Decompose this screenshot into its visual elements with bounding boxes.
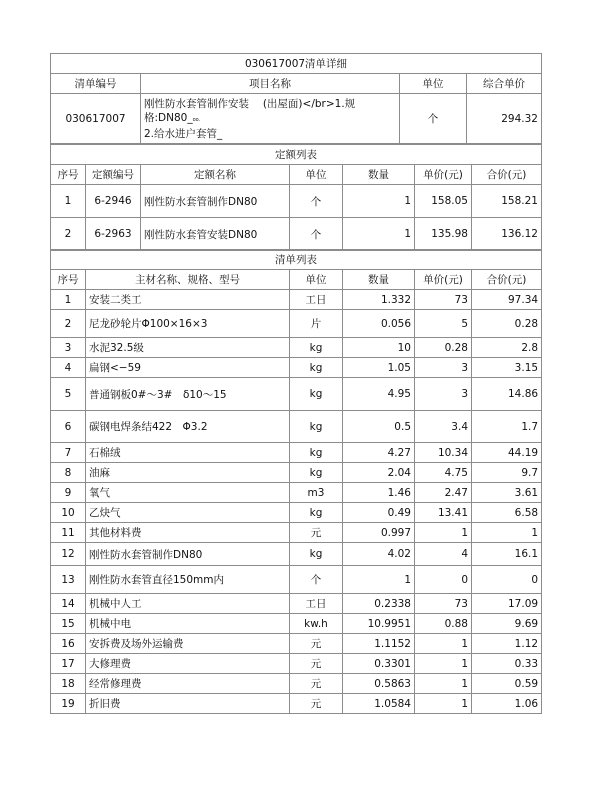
table-cell: 2 [51, 310, 86, 338]
table-cell: 4.75 [415, 463, 472, 483]
quota-cell: 136.12 [472, 218, 542, 251]
table-cell: 1.05 [343, 358, 415, 378]
table-row [51, 443, 542, 463]
table-cell: 1.7 [472, 411, 542, 443]
table-cell: 普通钢板0#〜3# δ10〜15 [86, 378, 290, 411]
table-row [51, 358, 542, 378]
table-cell: 0.5863 [343, 674, 415, 694]
table-cell: 3.15 [472, 358, 542, 378]
col-unit-price: 综合单价 [467, 74, 542, 94]
table-cell: 14 [51, 594, 86, 614]
table-cell: 乙炔气 [86, 503, 290, 523]
table-cell: 4.02 [343, 543, 415, 566]
item-description-line2: 格:DN80_oo. [144, 111, 201, 124]
table-row [51, 634, 542, 654]
table-cell: 0.997 [343, 523, 415, 543]
table-cell: 1 [51, 290, 86, 310]
table-cell: 1.12 [472, 634, 542, 654]
table-cell: 石棉绒 [86, 443, 290, 463]
table-cell: 3.4 [415, 411, 472, 443]
item-description-line3: 2.给水进户套管_ [144, 127, 223, 140]
table-row [51, 463, 542, 483]
quota-cell: 个 [290, 185, 343, 218]
table-cell: 6.58 [472, 503, 542, 523]
quota-cell: 6-2963 [86, 218, 141, 251]
table-cell: 97.34 [472, 290, 542, 310]
table-cell: 安装二类工 [86, 290, 290, 310]
table-cell: 油麻 [86, 463, 290, 483]
table-cell: 4 [51, 358, 86, 378]
table-row [51, 523, 542, 543]
table-cell: 水泥32.5级 [86, 338, 290, 358]
table-cell: 安拆费及场外运输费 [86, 634, 290, 654]
table-cell: 9 [51, 483, 86, 503]
table-cell: 0.33 [472, 654, 542, 674]
table-cell: 1.1152 [343, 634, 415, 654]
table-cell: 尼龙砂轮片Φ100×16×3 [86, 310, 290, 338]
table-cell: 0.056 [343, 310, 415, 338]
table-cell: 1.0584 [343, 694, 415, 714]
bill-header-table [50, 53, 542, 144]
table-cell: 工日 [290, 290, 343, 310]
table-cell: kg [290, 411, 343, 443]
quota-row [51, 185, 542, 218]
quota-section-title: 定额列表 [51, 145, 542, 165]
table-cell: 1 [343, 566, 415, 594]
table-cell: 13.41 [415, 503, 472, 523]
table-cell: 0.5 [343, 411, 415, 443]
table-cell: kg [290, 443, 343, 463]
table-cell: 0.49 [343, 503, 415, 523]
table-cell: 9.7 [472, 463, 542, 483]
table-cell: 44.19 [472, 443, 542, 463]
table-cell: m3 [290, 483, 343, 503]
item-description-mark: oo. [192, 116, 201, 123]
materials-col-total: 合价(元) [472, 270, 542, 290]
table-cell: 1 [472, 523, 542, 543]
table-cell: 14.86 [472, 378, 542, 411]
table-row [51, 503, 542, 523]
table-cell: 1.46 [343, 483, 415, 503]
table-cell: 73 [415, 290, 472, 310]
table-cell: kg [290, 358, 343, 378]
table-cell: 2.47 [415, 483, 472, 503]
materials-col-price: 单价(元) [415, 270, 472, 290]
quota-cell: 个 [290, 218, 343, 251]
table-cell: 10.34 [415, 443, 472, 463]
table-cell: 碳钢电焊条结422 Φ3.2 [86, 411, 290, 443]
bill-price: 294.32 [467, 94, 542, 144]
table-cell: 4.95 [343, 378, 415, 411]
table-cell: 12 [51, 543, 86, 566]
table-cell: kg [290, 543, 343, 566]
table-cell: 19 [51, 694, 86, 714]
materials-col-index: 序号 [51, 270, 86, 290]
quota-col-code: 定额编号 [86, 165, 141, 185]
table-cell: 氧气 [86, 483, 290, 503]
table-row [51, 483, 542, 503]
table-cell: 1.06 [472, 694, 542, 714]
quota-cell: 158.21 [472, 185, 542, 218]
table-cell: 7 [51, 443, 86, 463]
table-row [51, 543, 542, 566]
table-cell: 元 [290, 694, 343, 714]
bill-unit: 个 [400, 94, 467, 144]
table-cell: 0.59 [472, 674, 542, 694]
table-cell: 0.88 [415, 614, 472, 634]
table-cell: 个 [290, 566, 343, 594]
table-cell: 17 [51, 654, 86, 674]
table-cell: kg [290, 463, 343, 483]
quota-table [50, 144, 542, 251]
quota-col-index: 序号 [51, 165, 86, 185]
table-row [51, 566, 542, 594]
table-cell: 折旧费 [86, 694, 290, 714]
table-cell: 17.09 [472, 594, 542, 614]
table-cell: 9.69 [472, 614, 542, 634]
table-cell: 0.3301 [343, 654, 415, 674]
materials-col-name: 主材名称、规格、型号 [86, 270, 290, 290]
quota-cell: 刚性防水套管安装DN80 [141, 218, 290, 251]
table-cell: 8 [51, 463, 86, 483]
materials-col-qty: 数量 [343, 270, 415, 290]
table-cell: 扁钢<−59 [86, 358, 290, 378]
quota-cell: 刚性防水套管制作DN80 [141, 185, 290, 218]
table-cell: 4 [415, 543, 472, 566]
table-cell: 6 [51, 411, 86, 443]
table-cell: 机械中人工 [86, 594, 290, 614]
table-cell: 16 [51, 634, 86, 654]
quota-cell: 1 [343, 185, 415, 218]
col-item-name: 项目名称 [141, 74, 400, 94]
table-cell: 1 [415, 674, 472, 694]
table-cell: 1 [415, 523, 472, 543]
quota-col-name: 定额名称 [141, 165, 290, 185]
table-row [51, 694, 542, 714]
table-cell: 0 [415, 566, 472, 594]
table-cell: 3 [51, 338, 86, 358]
table-row [51, 594, 542, 614]
table-cell: 4.27 [343, 443, 415, 463]
table-cell: 刚性防水套管制作DN80 [86, 543, 290, 566]
table-cell: 5 [415, 310, 472, 338]
table-cell: 片 [290, 310, 343, 338]
table-cell: 元 [290, 634, 343, 654]
table-cell: 1 [415, 694, 472, 714]
table-row [51, 411, 542, 443]
table-cell: kg [290, 503, 343, 523]
table-cell: 1.332 [343, 290, 415, 310]
table-cell: 2.8 [472, 338, 542, 358]
quota-cell: 135.98 [415, 218, 472, 251]
table-cell: 2.04 [343, 463, 415, 483]
table-cell: 元 [290, 654, 343, 674]
table-cell: kg [290, 378, 343, 411]
table-cell: 3.61 [472, 483, 542, 503]
table-cell: 5 [51, 378, 86, 411]
table-cell: 工日 [290, 594, 343, 614]
quota-cell: 1 [343, 218, 415, 251]
table-cell: 元 [290, 674, 343, 694]
table-row [51, 674, 542, 694]
quota-cell: 6-2946 [86, 185, 141, 218]
table-cell: 18 [51, 674, 86, 694]
quota-col-unit: 单位 [290, 165, 343, 185]
materials-col-unit: 单位 [290, 270, 343, 290]
page-title: 030617007清单详细 [51, 54, 542, 74]
quota-cell: 1 [51, 185, 86, 218]
table-cell: 11 [51, 523, 86, 543]
table-row [51, 654, 542, 674]
table-cell: 刚性防水套管直径150mm内 [86, 566, 290, 594]
table-cell: 13 [51, 566, 86, 594]
table-cell: 1 [415, 654, 472, 674]
bill-code: 030617007 [51, 94, 141, 144]
table-cell: 3 [415, 378, 472, 411]
table-row [51, 614, 542, 634]
table-cell: 73 [415, 594, 472, 614]
table-cell: kw.h [290, 614, 343, 634]
table-row [51, 378, 542, 411]
table-cell: 0 [472, 566, 542, 594]
table-cell: 1 [415, 634, 472, 654]
quota-rows [51, 185, 542, 251]
quota-row [51, 218, 542, 251]
table-row [51, 338, 542, 358]
table-cell: 元 [290, 523, 343, 543]
quota-col-total: 合价(元) [472, 165, 542, 185]
table-cell: 10 [51, 503, 86, 523]
col-bill-code: 清单编号 [51, 74, 141, 94]
table-cell: 3 [415, 358, 472, 378]
item-description [141, 94, 400, 144]
table-cell: 0.28 [472, 310, 542, 338]
table-cell: 10 [343, 338, 415, 358]
quota-cell: 158.05 [415, 185, 472, 218]
materials-section-title: 清单列表 [51, 250, 542, 270]
table-row [51, 310, 542, 338]
col-unit: 单位 [400, 74, 467, 94]
quota-col-price: 单价(元) [415, 165, 472, 185]
table-cell: kg [290, 338, 343, 358]
table-cell: 机械中电 [86, 614, 290, 634]
table-row [51, 290, 542, 310]
table-cell: 其他材料费 [86, 523, 290, 543]
materials-rows [51, 290, 542, 714]
table-cell: 16.1 [472, 543, 542, 566]
materials-table [50, 249, 542, 714]
table-cell: 0.28 [415, 338, 472, 358]
table-cell: 0.2338 [343, 594, 415, 614]
table-cell: 10.9951 [343, 614, 415, 634]
quota-col-qty: 数量 [343, 165, 415, 185]
table-cell: 15 [51, 614, 86, 634]
table-cell: 经常修理费 [86, 674, 290, 694]
item-description-line1: 刚性防水套管制作安装 (出屋面)</br>1.规 [144, 97, 356, 110]
table-cell: 大修理费 [86, 654, 290, 674]
quota-cell: 2 [51, 218, 86, 251]
